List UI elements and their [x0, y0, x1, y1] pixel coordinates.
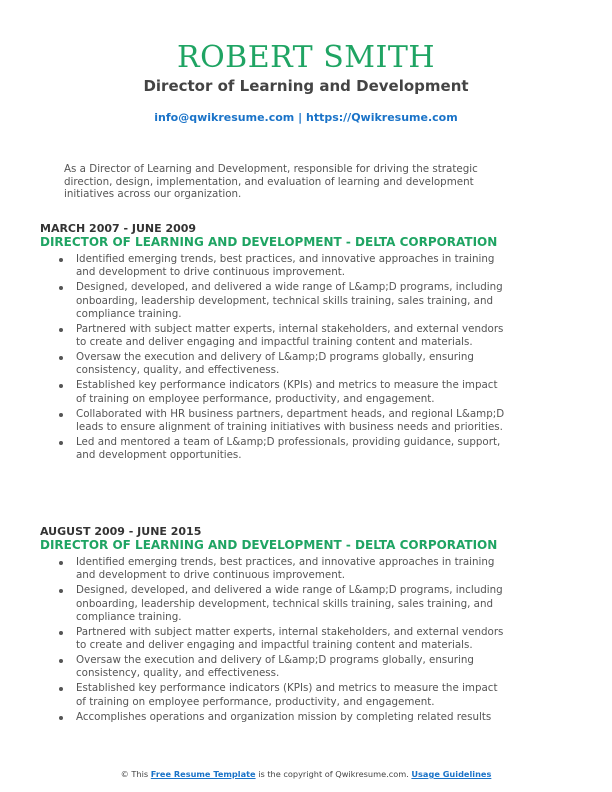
list-item: Oversaw the execution and delivery of L&amp;D programs globally, ensuring consistency, quality, and effectiveness. [76, 654, 506, 681]
list-item: Established key performance indicators (KPIs) and metrics to measure the impact of training on employee performance, productivity, and engagement. [76, 682, 506, 709]
list-item: Partnered with subject matter experts, internal stakeholders, and external vendors to create and deliver engaging and impactful training content and materials. [76, 323, 506, 350]
candidate-role: Director of Learning and Development [143, 77, 469, 95]
usage-guidelines-link[interactable]: Usage Guidelines [411, 769, 492, 779]
footer-copyright-text: is the copyright of Qwikresume.com. [258, 769, 409, 779]
candidate-name: ROBERT SMITH [176, 40, 436, 75]
list-item: Accomplishes operations and organization mission by completing related results [76, 711, 506, 724]
list-item: Identified emerging trends, best practices, and innovative approaches in training and development to drive continuous improvement. [76, 253, 506, 280]
list-item: Led and mentored a team of L&amp;D professionals, providing guidance, support, and development opportunities. [76, 436, 506, 463]
footer [0, 768, 612, 780]
job-entry-1 [40, 222, 580, 464]
email-link[interactable]: info@qwikresume.com [154, 111, 295, 124]
list-item: Established key performance indicators (KPIs) and metrics to measure the impact of training on employee performance, productivity, and engagement. [76, 379, 506, 406]
free-resume-template-link[interactable]: Free Resume Template [150, 769, 256, 779]
job-entry-2 [40, 525, 580, 726]
list-item: Designed, developed, and delivered a wide range of L&amp;D programs, including onboarding, leadership development, technical skills training, sales training, and compliance training. [76, 584, 506, 624]
job-bullets [40, 556, 580, 724]
list-item: Oversaw the execution and delivery of L&amp;D programs globally, ensuring consistency, quality, and effectiveness. [76, 351, 506, 378]
list-item: Identified emerging trends, best practices, and innovative approaches in training and development to drive continuous improvement. [76, 556, 506, 583]
contact-separator: | [298, 111, 303, 124]
website-link[interactable]: https://Qwikresume.com [305, 111, 458, 124]
list-item: Designed, developed, and delivered a wide range of L&amp;D programs, including onboarding, leadership development, technical skills training, sales training, and compliance training. [76, 281, 506, 321]
footer-prefix: © This [120, 769, 149, 779]
job-dates: MARCH 2007 - JUNE 2009 [40, 222, 197, 235]
job-title: DIRECTOR OF LEARNING AND DEVELOPMENT - DELTA CORPORATION [40, 538, 498, 552]
contact-line [0, 110, 612, 126]
job-dates: AUGUST 2009 - JUNE 2015 [40, 525, 202, 538]
job-title: DIRECTOR OF LEARNING AND DEVELOPMENT - DELTA CORPORATION [40, 235, 498, 249]
list-item: Collaborated with HR business partners, department heads, and regional L&amp;D leads to ensure alignment of training initiatives with business needs and priorities. [76, 407, 505, 433]
list-item: Partnered with subject matter experts, internal stakeholders, and external vendors to create and deliver engaging and impactful training content and materials. [76, 626, 506, 653]
job-bullets [40, 253, 580, 463]
summary-text: As a Director of Learning and Development, responsible for driving the strategic direction, design, implementation, and evaluation of learning and development initiatives across our organization. [64, 163, 478, 200]
